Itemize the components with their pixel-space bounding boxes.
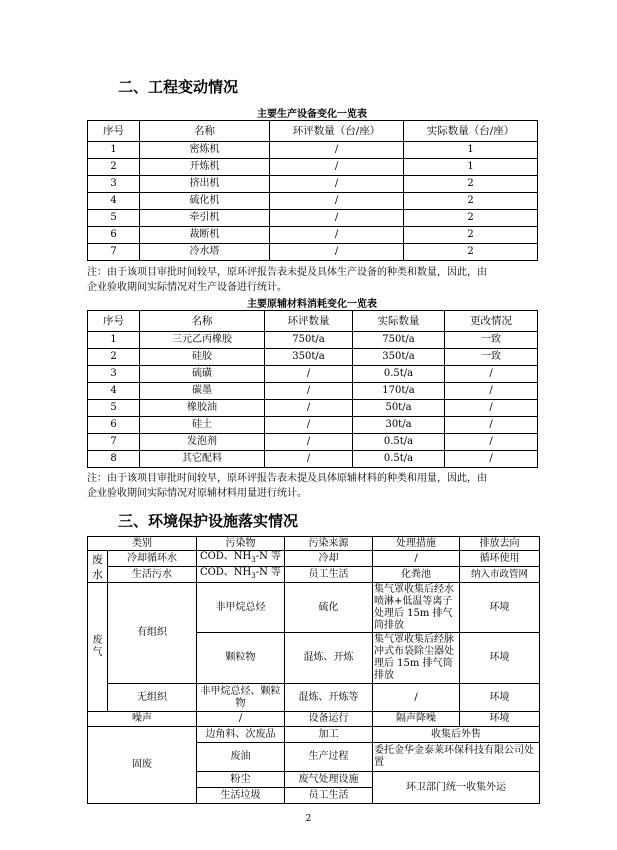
cell: 硅土 <box>140 417 265 434</box>
cell: 硅胶 <box>140 349 265 366</box>
materials-table-note <box>87 471 537 501</box>
cell: 环境 <box>460 633 540 684</box>
cell: 3 <box>88 366 140 383</box>
cell: / <box>270 210 404 227</box>
cell: COD、$NH_3-N$ 等 <box>197 567 285 583</box>
cell: / <box>270 227 404 244</box>
cell: 混炼、开炼 <box>285 633 373 684</box>
waste-gas-label: 废气 <box>88 583 108 712</box>
cell: 0.5t/a <box>353 366 445 383</box>
table-row <box>88 400 538 417</box>
cell: 750t/a <box>265 332 353 349</box>
cell: 发泡剂 <box>140 434 265 451</box>
cell: 7 <box>88 434 140 451</box>
table-row <box>88 176 538 193</box>
header-cell: 排放去向 <box>460 537 540 551</box>
header-cell: 实际数量 <box>353 311 445 332</box>
header-cell: 实际数量（台/座） <box>404 121 538 142</box>
cell: 开炼机 <box>140 159 270 176</box>
cell: COD、$NH_3-N$ 等 <box>197 551 285 567</box>
cell: 5 <box>88 210 140 227</box>
note-line: 注：由于该项目审批时间较早，原环评报告表未提及具体生产设备的种类和数量，因此，由 <box>87 267 487 278</box>
table-row <box>88 551 540 567</box>
cell: 2 <box>404 244 538 261</box>
cell: 3 <box>88 176 140 193</box>
cell: 废油 <box>197 743 285 772</box>
cell: 裁断机 <box>140 227 270 244</box>
table-row <box>88 712 540 727</box>
cell: 挤出机 <box>140 176 270 193</box>
table-row <box>88 142 538 159</box>
cell: 环卫部门统一收集外运 <box>373 772 540 804</box>
cell: 非甲烷总烃 <box>197 583 285 633</box>
cell: 1 <box>88 332 140 349</box>
cell: / <box>445 451 538 468</box>
table-row <box>88 210 538 227</box>
table-header-row <box>88 121 538 142</box>
cell: 粉尘 <box>197 772 285 788</box>
table-row <box>88 159 538 176</box>
cell: 牵引机 <box>140 210 270 227</box>
cell: 集气罩收集后经脉冲式布袋除尘器处理后 15m 排气筒排放 <box>373 633 460 684</box>
cell: 颗粒物 <box>197 633 285 684</box>
cell: 废气处理设施 <box>285 772 373 788</box>
cell: 4 <box>88 383 140 400</box>
cell: 6 <box>88 417 140 434</box>
note-line: 注：由于该项目审批时间较早，原环评报告表未提及具体原辅材料的种类和用量，因此，由 <box>87 473 487 484</box>
cell: 其它配料 <box>140 451 265 468</box>
table-row <box>88 727 540 743</box>
cell: 1 <box>88 142 140 159</box>
table-row <box>88 417 538 434</box>
cell: 4 <box>88 193 140 210</box>
cell: 0.5t/a <box>353 451 445 468</box>
table-row <box>88 583 540 633</box>
cell: / <box>445 417 538 434</box>
cell: 碳墨 <box>140 383 265 400</box>
cell: 委托金华金泰莱环保科技有限公司处置 <box>373 743 540 772</box>
cell: 生产过程 <box>285 743 373 772</box>
cell: 冷却循环水 <box>108 551 197 567</box>
table-row <box>88 567 540 583</box>
cell: 170t/a <box>353 383 445 400</box>
cell: 纳入市政管网 <box>460 567 540 583</box>
cell: 硫化机 <box>140 193 270 210</box>
header-cell: 环评数量（台/座） <box>270 121 404 142</box>
noise-label: 噪声 <box>88 712 197 727</box>
cell: 0.5t/a <box>353 434 445 451</box>
cell: 一致 <box>445 332 538 349</box>
cell: 密炼机 <box>140 142 270 159</box>
cell: 隔声降噪 <box>373 712 460 727</box>
materials-table-caption: 主要原辅材料消耗变化一览表 <box>247 299 377 310</box>
cell: 50t/a <box>353 400 445 417</box>
cell: 8 <box>88 451 140 468</box>
cell: / <box>265 451 353 468</box>
table-row <box>88 383 538 400</box>
header-cell: 处理措施 <box>373 537 460 551</box>
cell: 2 <box>404 193 538 210</box>
table-row <box>88 366 538 383</box>
cell: 5 <box>88 400 140 417</box>
wastewater-label: 废 水 <box>88 551 108 583</box>
table-row <box>88 434 538 451</box>
unorganized-label: 无组织 <box>108 684 197 712</box>
table-row <box>88 332 538 349</box>
cell: 设备运行 <box>285 712 373 727</box>
cell: / <box>265 366 353 383</box>
cell: 硫化 <box>285 583 373 633</box>
table-row <box>88 349 538 366</box>
cell: / <box>445 383 538 400</box>
cell: 30t/a <box>353 417 445 434</box>
cell: 350t/a <box>265 349 353 366</box>
cell: 6 <box>88 227 140 244</box>
cell: / <box>270 159 404 176</box>
cell: 1 <box>404 142 538 159</box>
cell: 冷水塔 <box>140 244 270 261</box>
cell: 2 <box>404 210 538 227</box>
solid-waste-label: 固废 <box>88 727 197 804</box>
header-cell: 更改情况 <box>445 311 538 332</box>
header-cell: 污染物 <box>197 537 285 551</box>
cell: 1 <box>404 159 538 176</box>
header-cell: 名称 <box>140 121 270 142</box>
cell: / <box>270 244 404 261</box>
cell: / <box>270 176 404 193</box>
cell: 环境 <box>460 684 540 712</box>
page-number: 2 <box>305 814 312 824</box>
cell: 2 <box>404 227 538 244</box>
header-cell: 类别 <box>88 537 197 551</box>
table-row <box>88 193 538 210</box>
cell: / <box>270 142 404 159</box>
header-cell: 序号 <box>88 121 140 142</box>
cell: 一致 <box>445 349 538 366</box>
table-header-row <box>88 537 540 551</box>
cell: / <box>445 434 538 451</box>
section2-title: 二、工程变动情况 <box>118 78 239 96</box>
equipment-table <box>87 120 538 261</box>
cell: 环境 <box>460 583 540 633</box>
header-cell: 污染来源 <box>285 537 373 551</box>
cell: 350t/a <box>353 349 445 366</box>
cell: 加工 <box>285 727 373 743</box>
equipment-table-caption: 主要生产设备变化一览表 <box>257 109 367 120</box>
cell: 混炼、开炼等 <box>285 684 373 712</box>
cell: 员工生活 <box>285 788 373 804</box>
cell: 生活污水 <box>108 567 197 583</box>
cell: 环境 <box>460 712 540 727</box>
environmental-facilities-table <box>87 536 540 804</box>
cell: 2 <box>404 176 538 193</box>
cell: 循环使用 <box>460 551 540 567</box>
cell: 员工生活 <box>285 567 373 583</box>
cell: / <box>373 684 460 712</box>
table-row <box>88 244 538 261</box>
cell: / <box>270 193 404 210</box>
cell: 2 <box>88 159 140 176</box>
cell: / <box>265 417 353 434</box>
cell: / <box>265 383 353 400</box>
header-cell: 序号 <box>88 311 140 332</box>
cell: 2 <box>88 349 140 366</box>
cell: 生活垃圾 <box>197 788 285 804</box>
cell: / <box>265 400 353 417</box>
cell: / <box>197 712 285 727</box>
cell: / <box>265 434 353 451</box>
cell: 三元乙丙橡胶 <box>140 332 265 349</box>
cell: 化粪池 <box>373 567 460 583</box>
section3-title: 三、环境保护设施落实情况 <box>118 512 299 530</box>
table-header-row <box>88 311 538 332</box>
cell: 硫磺 <box>140 366 265 383</box>
table-row <box>88 451 538 468</box>
cell: 边角料、次废品 <box>197 727 285 743</box>
table-row <box>88 227 538 244</box>
cell: 集气罩收集后经水喷淋+低温等离子处理后 15m 排气筒排放 <box>373 583 460 633</box>
note-line: 企业验收期间实际情况对原辅材料用量进行统计。 <box>87 488 307 499</box>
cell: 橡胶油 <box>140 400 265 417</box>
header-cell: 名称 <box>140 311 265 332</box>
table-row <box>88 684 540 712</box>
equipment-table-note <box>87 265 537 295</box>
cell: / <box>445 400 538 417</box>
cell: 收集后外售 <box>373 727 540 743</box>
organized-label: 有组织 <box>108 583 197 684</box>
materials-table <box>87 310 538 468</box>
cell: / <box>373 551 460 567</box>
cell: 7 <box>88 244 140 261</box>
cell: / <box>445 366 538 383</box>
cell: 750t/a <box>353 332 445 349</box>
cell: 非甲烷总烃、颗粒物 <box>197 684 285 712</box>
note-line: 企业验收期间实际情况对生产设备进行统计。 <box>87 282 287 293</box>
cell: 冷却 <box>285 551 373 567</box>
header-cell: 环评数量 <box>265 311 353 332</box>
